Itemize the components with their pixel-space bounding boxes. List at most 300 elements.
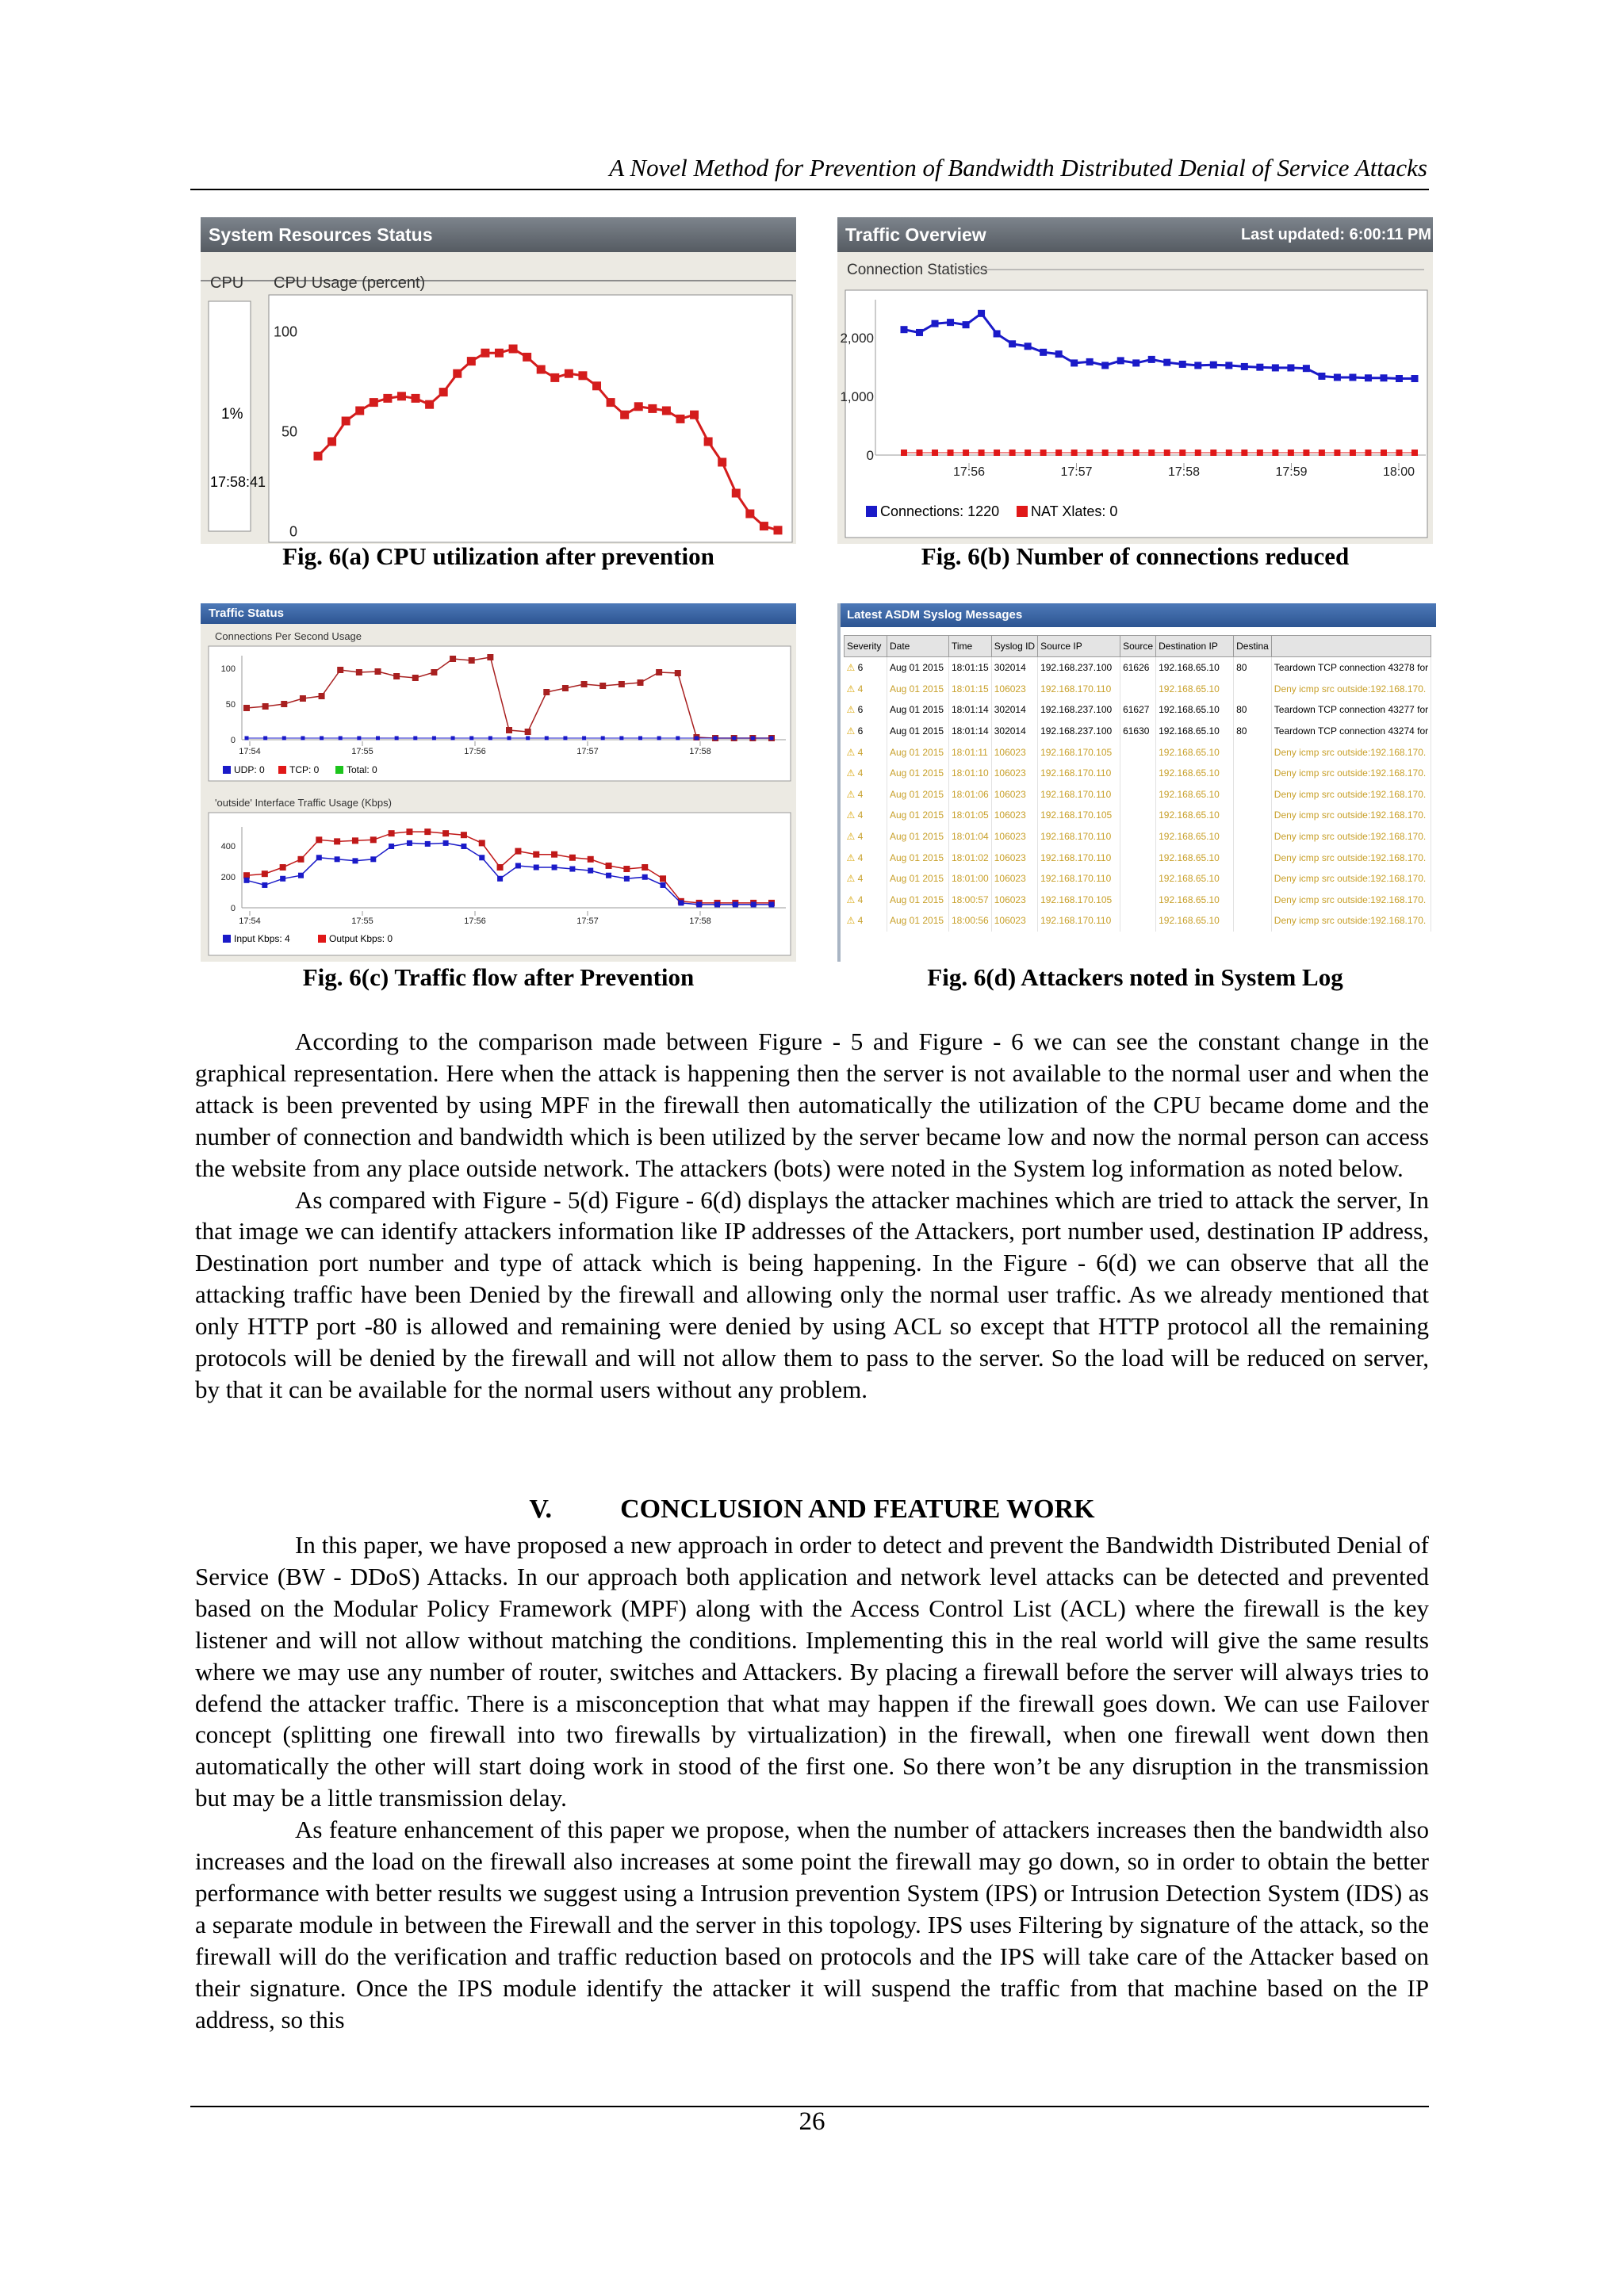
table-cell: 106023 [991,784,1037,806]
table-cell: 192.168.65.10 [1156,763,1234,784]
data-point [551,851,557,858]
table-cell: 192.168.237.100 [1038,699,1120,721]
warning-icon: ⚠ [846,915,858,927]
data-point [1102,450,1109,456]
x-tick-label: 17:57 [576,916,599,926]
data-point [1117,357,1124,364]
table-cell: 192.168.65.10 [1156,721,1234,742]
severity-cell: ⚠ 4 [845,910,887,932]
x-tick-label: 17:54 [239,747,261,756]
x-tick-label: 17:59 [1275,465,1308,479]
data-point [1380,374,1387,381]
table-row[interactable] [845,763,1431,784]
table-cell: Aug 01 2015 [887,741,949,763]
data-point [479,840,485,846]
panel-header [841,603,1436,627]
table-cell: 18:01:11 [949,741,992,763]
warning-icon: ⚠ [846,662,858,674]
y-tick-label: 0 [866,447,874,463]
severity-cell: ⚠ 6 [845,699,887,721]
x-tick-label: 17:57 [1060,465,1093,479]
table-cell: 302014 [991,699,1037,721]
warning-icon: ⚠ [846,894,858,905]
data-point [506,727,512,733]
table-cell [1234,890,1272,911]
data-point [280,876,285,882]
column-header[interactable]: Source [1120,636,1156,657]
severity-cell: ⚠ 6 [845,721,887,742]
table-row[interactable] [845,699,1431,721]
data-point [695,737,699,740]
table-cell: 192.168.170.110 [1038,679,1120,700]
x-tick-label: 17:55 [351,916,373,926]
data-point [319,693,325,699]
data-point [648,404,657,413]
table-row[interactable] [845,826,1431,848]
table-cell: Aug 01 2015 [887,805,949,826]
data-point [619,681,625,687]
data-point [469,737,473,740]
x-tick-label: 17:54 [239,916,261,926]
data-point [334,838,340,844]
data-point [262,703,269,710]
table-cell: Aug 01 2015 [887,826,949,848]
data-point [297,856,304,863]
data-point [606,863,612,869]
table-cell: 192.168.65.10 [1156,847,1234,868]
data-point [565,369,573,378]
data-point [774,526,783,534]
data-point [963,450,969,456]
data-point [901,326,908,333]
data-point [588,868,593,874]
data-point [947,319,954,326]
data-point [515,863,521,868]
data-point [1257,450,1263,456]
caption-fig-6b: Fig. 6(b) Number of connections reduced [921,542,1350,570]
warning-icon: ⚠ [846,683,858,695]
data-point [1040,450,1047,456]
table-cell: 18:00:56 [949,910,992,932]
data-point [509,345,518,354]
data-point [431,669,437,675]
syslog-table [844,635,1431,932]
cpu-usage-tab-label: CPU Usage (percent) [274,274,426,292]
data-point [389,844,394,849]
data-point [352,858,358,863]
traffic-usage-section-label: 'outside' Interface Traffic Usage (Kbps) [215,797,392,809]
data-point [298,873,304,878]
y-tick-label: 0 [289,523,297,540]
x-tick-label: 18:00 [1382,465,1415,479]
last-updated-text: Last updated: 6:00:11 PM [1240,226,1431,243]
data-point [696,901,702,907]
data-point [1396,375,1403,382]
table-cell: 18:01:02 [949,847,992,868]
data-point [300,695,306,702]
table-cell: Deny icmp src outside:192.168.170. [1271,890,1431,911]
data-point [592,381,601,390]
data-point [370,836,377,843]
table-cell: 192.168.65.10 [1156,741,1234,763]
severity-cell: ⚠ 6 [845,657,887,679]
data-point [1148,450,1155,456]
table-row[interactable] [845,868,1431,890]
warning-icon: ⚠ [846,873,858,885]
table-cell: 192.168.170.110 [1038,784,1120,806]
table-cell: 106023 [991,805,1037,826]
data-point [1210,362,1217,369]
data-point [335,856,340,862]
data-point [339,737,343,740]
x-tick-label: 17:56 [464,916,486,926]
data-point [534,865,539,871]
table-cell [1120,826,1156,848]
cps-section-label: Connections Per Second Usage [215,630,362,642]
table-cell: Deny icmp src outside:192.168.170. [1271,784,1431,806]
data-point [375,668,381,675]
data-point [1163,359,1170,366]
cpu-tab-label: CPU [210,274,244,292]
data-point [948,450,954,456]
table-cell: Deny icmp src outside:192.168.170. [1271,868,1431,890]
table-cell: Deny icmp src outside:192.168.170. [1271,847,1431,868]
table-cell: 192.168.170.105 [1038,890,1120,911]
table-cell: 61626 [1120,657,1156,679]
data-point [243,705,250,711]
paragraph: As compared with Figure - 5(d) Figure - 6(d) displays the attacker machines which are tried to attack the server, In that image we can identify attackers information like IP addresses of the Attackers, port number used, destination IP address, Destination port number and type of attack which is being happening. In the Figure - 6(d) we can observe that all the attacking traffic have been Denied by the firewall and allowing only the normal user traffic. As we already mentioned that only HTTP port -80 is allowed and remaining were denied by using ACL so except that HTTP protocol all the remaining protocols will be denied by the firewall and will not allow them to pass to the server. So the load will be reduced on server, by that it can be available for the normal users without any problem. [195,1185,1429,1403]
data-point [704,438,713,446]
severity-cell: ⚠ 4 [845,868,887,890]
table-cell: Teardown TCP connection 43277 for [1271,699,1431,721]
table-cell [1234,679,1272,700]
data-point [280,864,286,871]
connections-chart [837,217,1433,544]
table-cell: Deny icmp src outside:192.168.170. [1271,826,1431,848]
table-cell [1234,741,1272,763]
warning-icon: ⚠ [846,704,858,716]
data-point [1411,375,1419,382]
table-cell: 106023 [991,826,1037,848]
table-cell: 80 [1234,721,1272,742]
data-point [432,737,436,740]
data-point [523,353,531,362]
data-point [932,320,939,327]
table-cell [1120,763,1156,784]
data-point [676,415,684,423]
data-point [515,848,521,855]
severity-cell: ⚠ 4 [845,826,887,848]
data-point [718,458,726,467]
data-point [1349,374,1356,381]
table-cell: Aug 01 2015 [887,890,949,911]
table-cell [1234,868,1272,890]
data-point [732,737,736,740]
x-tick-label: 17:58 [1167,465,1201,479]
connection-statistics-label: Connection Statistics [847,262,988,278]
table-cell: 192.168.65.10 [1156,868,1234,890]
data-point [1117,450,1124,456]
table-cell: 80 [1234,699,1272,721]
warning-icon: ⚠ [846,809,858,821]
data-point [660,875,666,882]
table-row[interactable] [845,847,1431,868]
column-header[interactable]: Destina [1234,636,1272,657]
y-tick-label: 200 [220,872,236,882]
warning-icon: ⚠ [846,851,858,863]
table-row[interactable] [845,741,1431,763]
data-point [1195,450,1201,456]
data-point [525,729,531,735]
table-row[interactable] [845,679,1431,700]
data-point [675,670,681,676]
caption-fig-6d: Fig. 6(d) Attackers noted in System Log [927,963,1343,991]
data-point [451,737,455,740]
data-point [1411,450,1418,456]
table-cell: Deny icmp src outside:192.168.170. [1271,805,1431,826]
cpu-percent-value: 1% [221,406,243,423]
severity-cell: ⚠ 4 [845,784,887,806]
data-point [412,675,419,681]
y-tick-label: 400 [220,841,236,851]
table-cell: Aug 01 2015 [887,699,949,721]
data-point [638,679,644,686]
data-point [642,864,648,871]
table-cell: 61630 [1120,721,1156,742]
table-cell: 192.168.65.10 [1156,890,1234,911]
cpu-time-value: 17:58:41 [210,474,266,490]
table-row[interactable] [845,910,1431,932]
table-cell: Teardown TCP connection 43274 for [1271,721,1431,742]
data-point [413,737,417,740]
panel-title: Traffic Overview [845,224,986,245]
data-point [376,737,380,740]
data-point [1086,358,1094,365]
x-tick-label: 17:56 [952,465,986,479]
warning-icon: ⚠ [846,767,858,779]
x-tick-label: 17:58 [689,916,711,926]
column-header[interactable]: Date [887,636,949,657]
table-cell [1234,910,1272,932]
paragraph: According to the comparison made between Figure - 5 and Figure - 6 we can see the constant change in the graphical representation. Here when the attack is happening then the server is not available to the normal user and when the attack is been prevented by using MPF in the firewall then automatically the utilization of the CPU became dome and the number of connection and bandwidth which is been utilized by the server became low and now the normal person can access the website from any place outside network. The attackers (bots) were noted in the System log information as noted below. [195,1027,1429,1182]
x-tick-label: 17:58 [689,747,711,756]
data-point [1256,364,1263,371]
data-point [526,737,530,740]
caption-fig-6c: Fig. 6(c) Traffic flow after Prevention [302,963,695,991]
data-point [1132,359,1139,366]
data-point [545,737,549,740]
column-header[interactable]: Severity [845,636,887,657]
table-cell: 192.168.237.100 [1038,721,1120,742]
table-cell: Teardown TCP connection 43278 for [1271,657,1431,679]
data-point [1086,450,1093,456]
x-tick-label: 17:56 [464,747,486,756]
data-point [994,450,1000,456]
panel-title: Traffic Status [209,607,285,620]
y-tick-label: 50 [225,699,236,710]
table-cell [1120,847,1156,868]
table-cell [1120,741,1156,763]
table-cell: Aug 01 2015 [887,721,949,742]
data-point [337,667,343,673]
data-point [620,411,629,419]
data-point [1272,364,1279,371]
table-cell [1120,890,1156,911]
table-cell: 80 [1234,657,1272,679]
table-row[interactable] [845,657,1431,679]
data-point [901,450,907,456]
severity-cell: ⚠ 4 [845,805,887,826]
legend-total: Total: 0 [347,764,377,775]
data-point [352,837,358,844]
traffic-status-charts [201,603,796,962]
column-header[interactable]: Destination IP [1156,636,1234,657]
table-cell: 302014 [991,657,1037,679]
table-cell [1234,784,1272,806]
severity-cell: ⚠ 4 [845,890,887,911]
data-point [569,867,575,872]
data-point [1350,450,1356,456]
severity-cell: ⚠ 4 [845,741,887,763]
y-tick-label: 1,000 [840,388,874,404]
data-point [497,864,504,871]
table-row[interactable] [845,784,1431,806]
data-point [1210,450,1216,456]
legend-tcp: TCP: 0 [289,764,320,775]
table-cell [1120,784,1156,806]
table-cell: 192.168.65.10 [1156,784,1234,806]
data-point [1148,356,1155,363]
data-point [406,828,412,835]
data-point [550,373,559,382]
x-tick-label: 17:55 [351,747,373,756]
table-cell: 18:01:14 [949,721,992,742]
table-row[interactable] [845,890,1431,911]
data-point [469,657,475,664]
data-point [562,685,569,691]
data-point [1241,450,1247,456]
table-cell: 18:01:15 [949,679,992,700]
table-cell: 18:01:14 [949,699,992,721]
y-tick-label: 100 [273,323,297,340]
data-point [932,450,938,456]
data-point [1055,350,1063,358]
table-cell: 192.168.170.105 [1038,741,1120,763]
data-point [425,400,434,409]
legend-input-kbps: Input Kbps: 4 [234,933,290,944]
data-point [1179,450,1185,456]
table-cell: Deny icmp src outside:192.168.170. [1271,679,1431,700]
cpu-chart [201,217,796,544]
data-point [1334,450,1340,456]
table-cell: 18:01:06 [949,784,992,806]
table-row[interactable] [845,805,1431,826]
data-point [552,865,557,871]
data-point [1365,450,1371,456]
data-point [588,856,594,863]
data-point [1025,450,1031,456]
data-point [751,901,756,907]
data-point [1334,374,1341,381]
data-point [425,841,431,847]
table-cell: 192.168.170.105 [1038,805,1120,826]
section-number: V. [529,1494,553,1524]
table-cell: 61627 [1120,699,1156,721]
data-point [1133,450,1139,456]
data-point [412,394,420,403]
table-cell: 106023 [991,910,1037,932]
data-point [638,737,642,740]
data-point [355,407,364,415]
data-point [1225,362,1232,369]
data-point [244,878,250,883]
data-point [656,669,662,675]
data-point [569,855,576,861]
data-point [1226,450,1232,456]
data-point [356,669,362,675]
column-header[interactable]: Time [949,636,992,657]
data-point [357,737,361,740]
data-point [1101,362,1109,369]
data-point [439,388,448,396]
column-header[interactable]: Syslog ID [991,636,1037,657]
data-point [320,737,324,740]
running-header: A Novel Method for Prevention of Bandwidth Distributed Denial of Service Attacks [609,154,1427,182]
data-point [316,836,322,843]
data-point [370,856,376,862]
table-cell: Aug 01 2015 [887,679,949,700]
data-point [657,737,661,740]
table-cell: 106023 [991,679,1037,700]
table-cell: 18:01:04 [949,826,992,848]
table-cell: 192.168.170.110 [1038,826,1120,848]
table-cell [1120,910,1156,932]
header-rule [190,189,1429,190]
data-point [1071,359,1078,366]
data-point [461,844,466,849]
data-point [1071,450,1078,456]
data-point [662,407,671,415]
y-tick-label: 100 [220,664,236,674]
table-cell: Aug 01 2015 [887,847,949,868]
panel-title: Latest ASDM Syslog Messages [847,608,1023,622]
page-number: 26 [799,2107,825,2136]
legend-nat-xlates: NAT Xlates: 0 [1031,503,1118,519]
severity-cell: ⚠ 4 [845,847,887,868]
table-cell [1120,868,1156,890]
data-point [661,882,666,888]
data-point [383,394,392,403]
data-point [389,830,395,836]
table-cell: 106023 [991,741,1037,763]
data-point [1381,450,1387,456]
table-cell: 106023 [991,847,1037,868]
data-point [327,438,336,446]
data-point [488,737,492,740]
data-point [342,417,350,426]
column-header[interactable]: Source IP [1038,636,1120,657]
table-row[interactable] [845,721,1431,742]
data-point [732,489,741,498]
table-cell: 192.168.65.10 [1156,910,1234,932]
data-point [281,701,287,707]
table-cell: Aug 01 2015 [887,763,949,784]
data-point [733,901,738,907]
table-cell [1234,826,1272,848]
table-cell: Deny icmp src outside:192.168.170. [1271,741,1431,763]
data-point [916,329,923,336]
data-point [495,349,504,358]
